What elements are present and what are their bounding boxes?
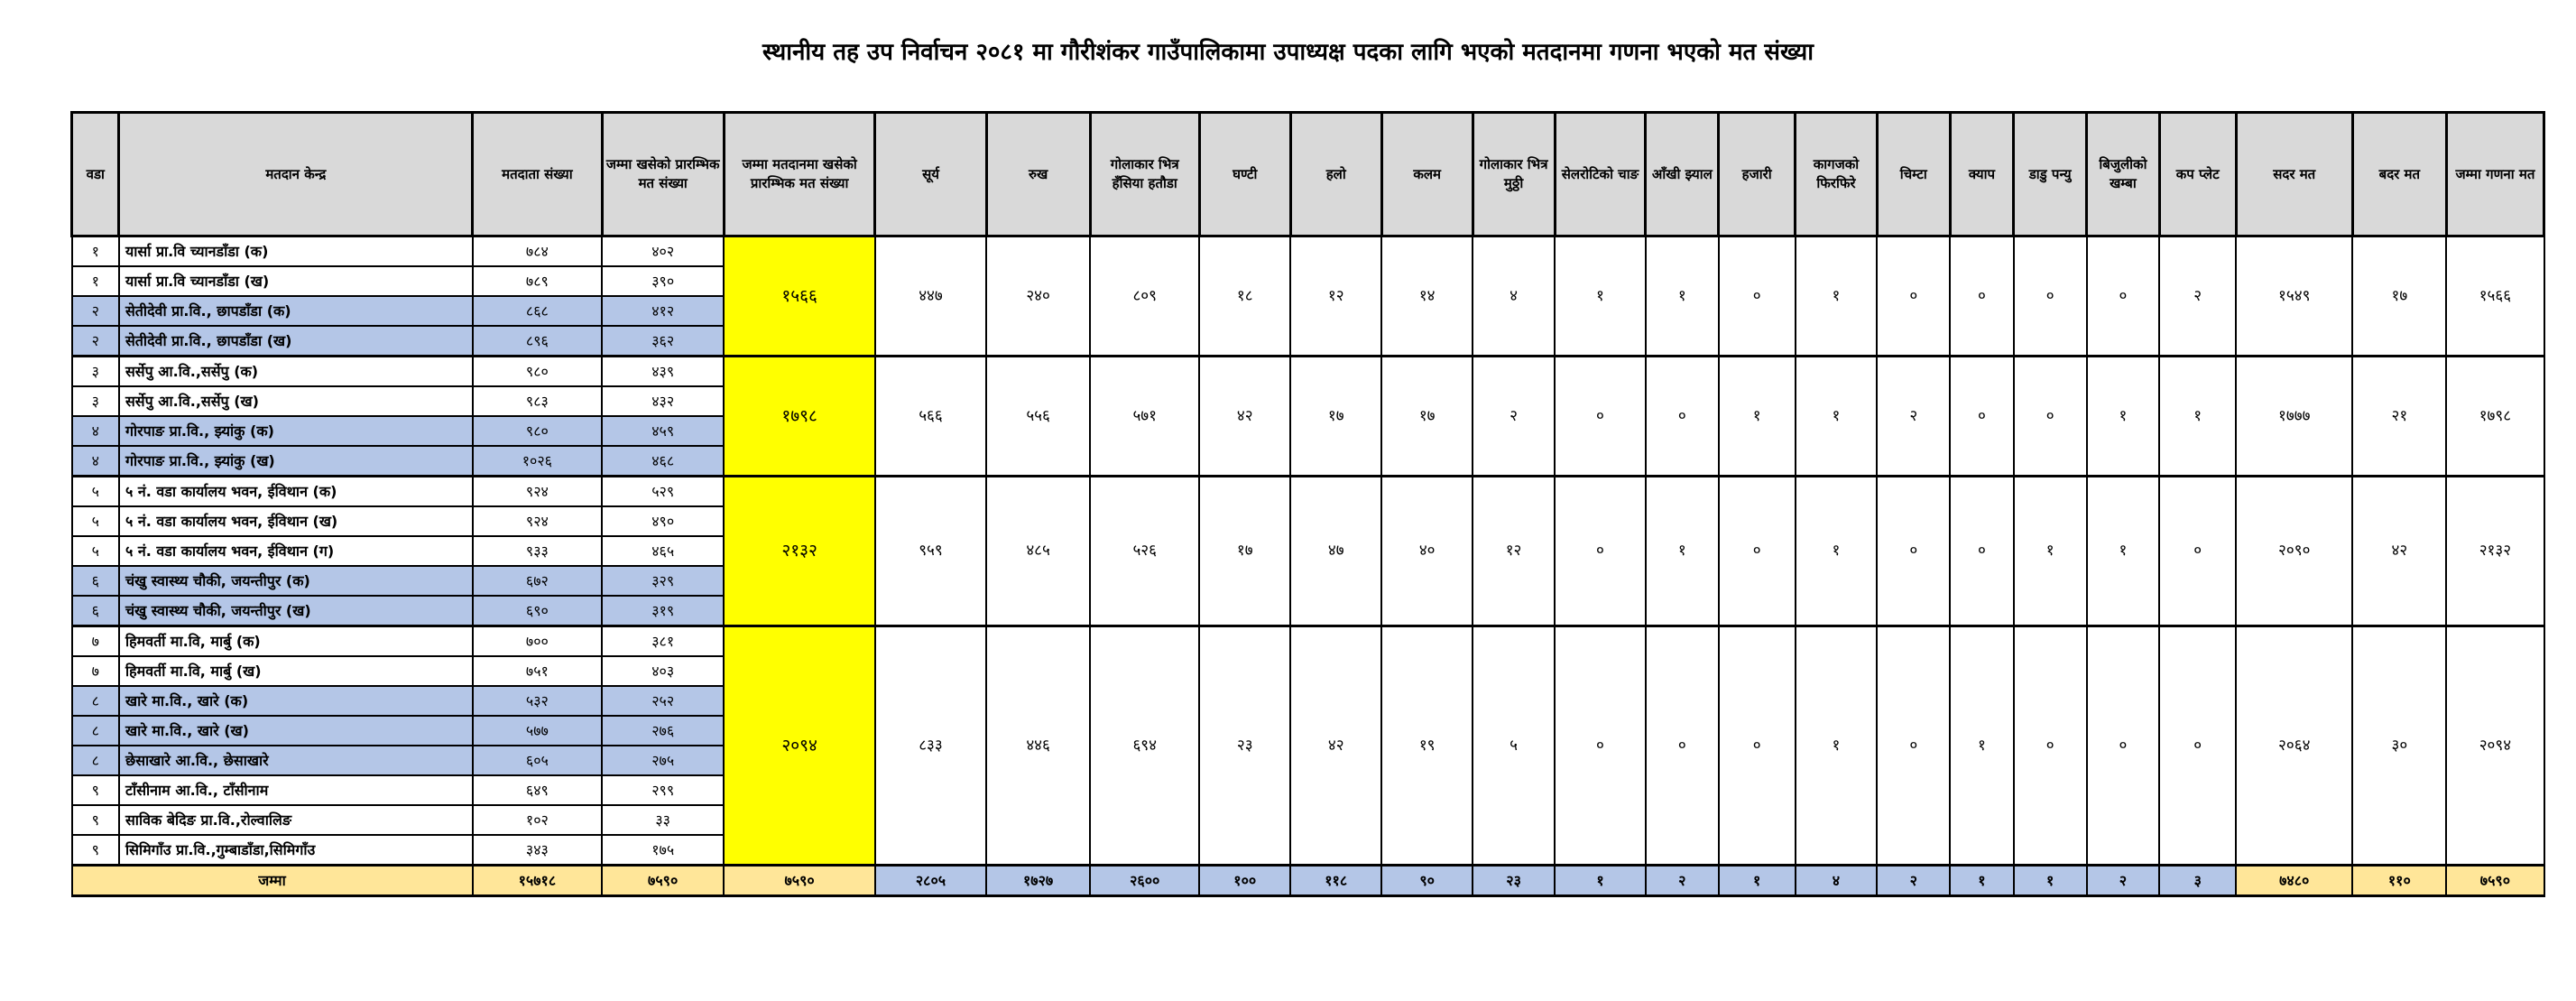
ward-cell: १ <box>72 236 119 267</box>
header-sym13: क्याप <box>1950 113 2014 236</box>
total-sym6: ९० <box>1381 866 1473 896</box>
votes-cell: ३६२ <box>602 326 724 357</box>
voters-cell: १०२ <box>473 805 602 835</box>
header-counted: जम्मा गणना मत <box>2446 113 2544 236</box>
votes-cell: ५२९ <box>602 477 724 507</box>
votes-cell: ३३ <box>602 805 724 835</box>
symbol-count-cell: ० <box>2014 357 2087 477</box>
symbol-count-cell: ० <box>1646 357 1719 477</box>
valid-cell: २०९० <box>2236 477 2352 626</box>
center-cell: सर्सेपु आ.वि.,सर्सेपु (क) <box>119 357 473 387</box>
ward-cell: ३ <box>72 357 119 387</box>
voters-cell: ९८० <box>473 416 602 446</box>
table-row <box>72 477 2544 507</box>
ward-cell: २ <box>72 326 119 357</box>
symbol-count-cell: २३ <box>1199 626 1290 866</box>
center-cell: सेतीदेवी प्रा.वि., छापडाँडा (ख) <box>119 326 473 357</box>
valid-cell: १५४९ <box>2236 236 2352 357</box>
voters-cell: ७८९ <box>473 266 602 296</box>
symbol-count-cell: ० <box>1877 626 1950 866</box>
center-cell: सर्सेपु आ.वि.,सर्सेपु (ख) <box>119 386 473 416</box>
symbol-count-cell: ४२ <box>1290 626 1381 866</box>
symbol-count-cell: १२ <box>1473 477 1555 626</box>
header-sym11: कागजको फिरफिरे <box>1796 113 1878 236</box>
voters-cell: ६४९ <box>473 775 602 805</box>
total-sym5: ११८ <box>1290 866 1381 896</box>
votes-cell: २५२ <box>602 686 724 716</box>
symbol-count-cell: १ <box>1796 477 1878 626</box>
total-sym8: १ <box>1555 866 1646 896</box>
symbol-count-cell: १ <box>2087 357 2160 477</box>
symbol-count-cell: ५२६ <box>1090 477 1199 626</box>
ward-cell: ८ <box>72 746 119 775</box>
ward-cell: ६ <box>72 566 119 596</box>
symbol-count-cell: ० <box>1719 236 1796 357</box>
header-sym6: कलम <box>1381 113 1473 236</box>
total-sym10: १ <box>1719 866 1796 896</box>
header-row <box>72 113 2544 236</box>
votes-cell: ४०३ <box>602 656 724 686</box>
symbol-count-cell: ६९४ <box>1090 626 1199 866</box>
symbol-count-cell: १४ <box>1381 236 1473 357</box>
header-sym16: कप प्लेट <box>2159 113 2236 236</box>
vote-count-table <box>70 111 2545 897</box>
ward-cell: ५ <box>72 506 119 536</box>
invalid-cell: २१ <box>2352 357 2446 477</box>
voters-cell: ७८४ <box>473 236 602 267</box>
ward-cell: ८ <box>72 686 119 716</box>
total-prelim-cell: २०९४ <box>724 626 875 866</box>
voters-cell: ९८० <box>473 357 602 387</box>
symbol-count-cell: ५५६ <box>986 357 1090 477</box>
symbol-count-cell: ० <box>2014 626 2087 866</box>
symbol-count-cell: २ <box>1473 357 1555 477</box>
header-sym7: गोलाकार भित्र मुठ्ठी <box>1473 113 1555 236</box>
symbol-count-cell: ० <box>1877 477 1950 626</box>
center-cell: टाँसीनाम आ.वि., टाँसीनाम <box>119 775 473 805</box>
header-sym8: सेलरोटिको चाङ <box>1555 113 1646 236</box>
votes-cell: ४९० <box>602 506 724 536</box>
header-sym1: सूर्य <box>875 113 986 236</box>
center-cell: ५ नं. वडा कार्यालय भवन, ईविथान (ख) <box>119 506 473 536</box>
total-row <box>72 866 2544 896</box>
ward-cell: ५ <box>72 477 119 507</box>
votes-cell: २७५ <box>602 746 724 775</box>
symbol-count-cell: ० <box>1555 357 1646 477</box>
ward-cell: ९ <box>72 835 119 866</box>
symbol-count-cell: ४८५ <box>986 477 1090 626</box>
symbol-count-cell: १ <box>1796 236 1878 357</box>
symbol-count-cell: २ <box>2159 236 2236 357</box>
symbol-count-cell: ५ <box>1473 626 1555 866</box>
center-cell: सेतीदेवी प्रा.वि., छापडाँडा (क) <box>119 296 473 326</box>
symbol-count-cell: १२ <box>1290 236 1381 357</box>
center-cell: यार्सा प्रा.वि च्यानडाँडा (ख) <box>119 266 473 296</box>
symbol-count-cell: ५६६ <box>875 357 986 477</box>
voters-cell: ५३२ <box>473 686 602 716</box>
center-cell: खारे मा.वि., खारे (क) <box>119 686 473 716</box>
header-sym10: हजारी <box>1719 113 1796 236</box>
voters-cell: ६७२ <box>473 566 602 596</box>
voters-cell: ९२४ <box>473 506 602 536</box>
votes-cell: ३९० <box>602 266 724 296</box>
symbol-count-cell: १७ <box>1199 477 1290 626</box>
center-cell: ५ नं. वडा कार्यालय भवन, ईविथान (ग) <box>119 536 473 566</box>
center-cell: हिमवर्ती मा.वि, मार्बु (क) <box>119 626 473 657</box>
votes-cell: ४०२ <box>602 236 724 267</box>
voters-cell: ९३३ <box>473 536 602 566</box>
ward-cell: ३ <box>72 386 119 416</box>
symbol-count-cell: १८ <box>1199 236 1290 357</box>
total-invalid: ११० <box>2352 866 2446 896</box>
symbol-count-cell: ० <box>1719 477 1796 626</box>
symbol-count-cell: १ <box>2159 357 2236 477</box>
voters-cell: १०२६ <box>473 446 602 477</box>
ward-cell: ७ <box>72 626 119 657</box>
symbol-count-cell: १९ <box>1381 626 1473 866</box>
table-row <box>72 357 2544 387</box>
ward-cell: ४ <box>72 446 119 477</box>
page-title: स्थानीय तह उप निर्वाचन २०८१ मा गौरीशंकर गाउँपालिकामा उपाध्यक्ष पदका लागि भएको मतदानमा गणना भएको मत संख्या <box>762 39 1814 66</box>
total-counted: ७५९० <box>2446 866 2544 896</box>
header-sym9: आँखी झ्याल <box>1646 113 1719 236</box>
table-row <box>72 626 2544 657</box>
total-prelim: ७५९० <box>724 866 875 896</box>
valid-cell: १७७७ <box>2236 357 2352 477</box>
voters-cell: ६९० <box>473 596 602 626</box>
symbol-count-cell: ४ <box>1473 236 1555 357</box>
votes-cell: ३२९ <box>602 566 724 596</box>
symbol-count-cell: १ <box>1719 357 1796 477</box>
symbol-count-cell: १ <box>1796 626 1878 866</box>
votes-cell: ३८१ <box>602 626 724 657</box>
symbol-count-cell: १ <box>1646 477 1719 626</box>
symbol-count-cell: ८३३ <box>875 626 986 866</box>
header-valid: सदर मत <box>2236 113 2352 236</box>
symbol-count-cell: १ <box>1646 236 1719 357</box>
votes-cell: ४५९ <box>602 416 724 446</box>
voters-cell: ८६८ <box>473 296 602 326</box>
symbol-count-cell: ५७१ <box>1090 357 1199 477</box>
votes-cell: ४६५ <box>602 536 724 566</box>
symbol-count-cell: १ <box>2087 477 2160 626</box>
voters-cell: ६०५ <box>473 746 602 775</box>
total-sym11: ४ <box>1796 866 1878 896</box>
voters-cell: ७०० <box>473 626 602 657</box>
header-sym2: रुख <box>986 113 1090 236</box>
symbol-count-cell: ४० <box>1381 477 1473 626</box>
header-prelim-votes: जम्मा खसेको प्रारम्भिक मत संख्या <box>602 113 724 236</box>
header-invalid: बदर मत <box>2352 113 2446 236</box>
symbol-count-cell: ९५९ <box>875 477 986 626</box>
ward-cell: ९ <box>72 775 119 805</box>
total-sym3: २६०० <box>1090 866 1199 896</box>
total-prelim-cell: २१३२ <box>724 477 875 626</box>
counted-cell: २१३२ <box>2446 477 2544 626</box>
header-total-prelim: जम्मा मतदानमा खसेको प्रारम्भिक मत संख्या <box>724 113 875 236</box>
ward-cell: २ <box>72 296 119 326</box>
symbol-count-cell: ० <box>2159 626 2236 866</box>
voters-cell: ९२४ <box>473 477 602 507</box>
symbol-count-cell: २ <box>1877 357 1950 477</box>
header-ward: वडा <box>72 113 119 236</box>
symbol-count-cell: २४० <box>986 236 1090 357</box>
center-cell: हिमवर्ती मा.वि, मार्बु (ख) <box>119 656 473 686</box>
voters-cell: ९८३ <box>473 386 602 416</box>
ward-cell: ६ <box>72 596 119 626</box>
ward-cell: ७ <box>72 656 119 686</box>
total-sym15: २ <box>2087 866 2160 896</box>
symbol-count-cell: १ <box>1555 236 1646 357</box>
symbol-count-cell: ० <box>1950 357 2014 477</box>
center-cell: ५ नं. वडा कार्यालय भवन, ईविथान (क) <box>119 477 473 507</box>
symbol-count-cell: ० <box>1555 477 1646 626</box>
voters-cell: ८९६ <box>473 326 602 357</box>
header-sym4: घण्टी <box>1199 113 1290 236</box>
valid-cell: २०६४ <box>2236 626 2352 866</box>
total-valid: ७४८० <box>2236 866 2352 896</box>
counted-cell: १५६६ <box>2446 236 2544 357</box>
total-votes: ७५९० <box>602 866 724 896</box>
votes-cell: ४१२ <box>602 296 724 326</box>
header-sym15: बिजुलीको खम्बा <box>2087 113 2160 236</box>
counted-cell: २०९४ <box>2446 626 2544 866</box>
total-sym7: २३ <box>1473 866 1555 896</box>
symbol-count-cell: ० <box>2087 236 2160 357</box>
symbol-count-cell: १ <box>1796 357 1878 477</box>
symbol-count-cell: ४२ <box>1199 357 1290 477</box>
header-sym3: गोलाकार भित्र हँसिया हतौडा <box>1090 113 1199 236</box>
symbol-count-cell: १ <box>1950 626 2014 866</box>
center-cell: चंखु स्वास्थ्य चौकी, जयन्तीपुर (ख) <box>119 596 473 626</box>
votes-cell: ४३२ <box>602 386 724 416</box>
total-sym9: २ <box>1646 866 1719 896</box>
total-sym2: १७२७ <box>986 866 1090 896</box>
symbol-count-cell: ४४७ <box>875 236 986 357</box>
counted-cell: १७९८ <box>2446 357 2544 477</box>
votes-cell: २७६ <box>602 716 724 746</box>
symbol-count-cell: ० <box>2014 236 2087 357</box>
total-sym13: १ <box>1950 866 2014 896</box>
symbol-count-cell: १७ <box>1381 357 1473 477</box>
votes-cell: १७५ <box>602 835 724 866</box>
total-sym14: १ <box>2014 866 2087 896</box>
votes-cell: ४३९ <box>602 357 724 387</box>
symbol-count-cell: ४४६ <box>986 626 1090 866</box>
center-cell: गोरपाङ प्रा.वि., झ्यांकु (ख) <box>119 446 473 477</box>
voters-cell: ७५१ <box>473 656 602 686</box>
center-cell: खारे मा.वि., खारे (ख) <box>119 716 473 746</box>
symbol-count-cell: ० <box>1950 236 2014 357</box>
symbol-count-cell: ० <box>2159 477 2236 626</box>
ward-cell: ५ <box>72 536 119 566</box>
symbol-count-cell: ० <box>1646 626 1719 866</box>
center-cell: छेसाखारे आ.वि., छेसाखारे <box>119 746 473 775</box>
total-prelim-cell: १७९८ <box>724 357 875 477</box>
symbol-count-cell: ० <box>1877 236 1950 357</box>
votes-cell: ३१९ <box>602 596 724 626</box>
votes-cell: ४६८ <box>602 446 724 477</box>
symbol-count-cell: १७ <box>1290 357 1381 477</box>
invalid-cell: ४२ <box>2352 477 2446 626</box>
symbol-count-cell: ४७ <box>1290 477 1381 626</box>
header-sym5: हलो <box>1290 113 1381 236</box>
votes-cell: २९९ <box>602 775 724 805</box>
table-row <box>72 236 2544 267</box>
header-sym14: डाडु पन्यु <box>2014 113 2087 236</box>
total-label: जम्मा <box>72 866 473 896</box>
ward-cell: ८ <box>72 716 119 746</box>
symbol-count-cell: ० <box>1950 477 2014 626</box>
total-sym1: २८०५ <box>875 866 986 896</box>
ward-cell: ९ <box>72 805 119 835</box>
symbol-count-cell: ० <box>1555 626 1646 866</box>
total-prelim-cell: १५६६ <box>724 236 875 357</box>
total-sym16: ३ <box>2159 866 2236 896</box>
total-sym4: १०० <box>1199 866 1290 896</box>
ward-cell: ४ <box>72 416 119 446</box>
header-center: मतदान केन्द्र <box>119 113 473 236</box>
center-cell: गोरपाङ प्रा.वि., झ्यांकु (क) <box>119 416 473 446</box>
invalid-cell: १७ <box>2352 236 2446 357</box>
header-sym12: चिम्टा <box>1877 113 1950 236</box>
voters-cell: ३४३ <box>473 835 602 866</box>
center-cell: साविक बेदिङ प्रा.वि.,रोल्वालिङ <box>119 805 473 835</box>
table-body <box>72 236 2544 866</box>
symbol-count-cell: १ <box>2014 477 2087 626</box>
voters-cell: ५७७ <box>473 716 602 746</box>
symbol-count-cell: ० <box>1719 626 1796 866</box>
center-cell: यार्सा प्रा.वि च्यानडाँडा (क) <box>119 236 473 267</box>
total-voters: १५७१८ <box>473 866 602 896</box>
center-cell: चंखु स्वास्थ्य चौकी, जयन्तीपुर (क) <box>119 566 473 596</box>
ward-cell: १ <box>72 266 119 296</box>
center-cell: सिमिगाँउ प्रा.वि.,गुम्बाडाँडा,सिमिगाँउ <box>119 835 473 866</box>
symbol-count-cell: ८०९ <box>1090 236 1199 357</box>
invalid-cell: ३० <box>2352 626 2446 866</box>
header-voters: मतदाता संख्या <box>473 113 602 236</box>
total-sym12: २ <box>1877 866 1950 896</box>
symbol-count-cell: ० <box>2087 626 2160 866</box>
